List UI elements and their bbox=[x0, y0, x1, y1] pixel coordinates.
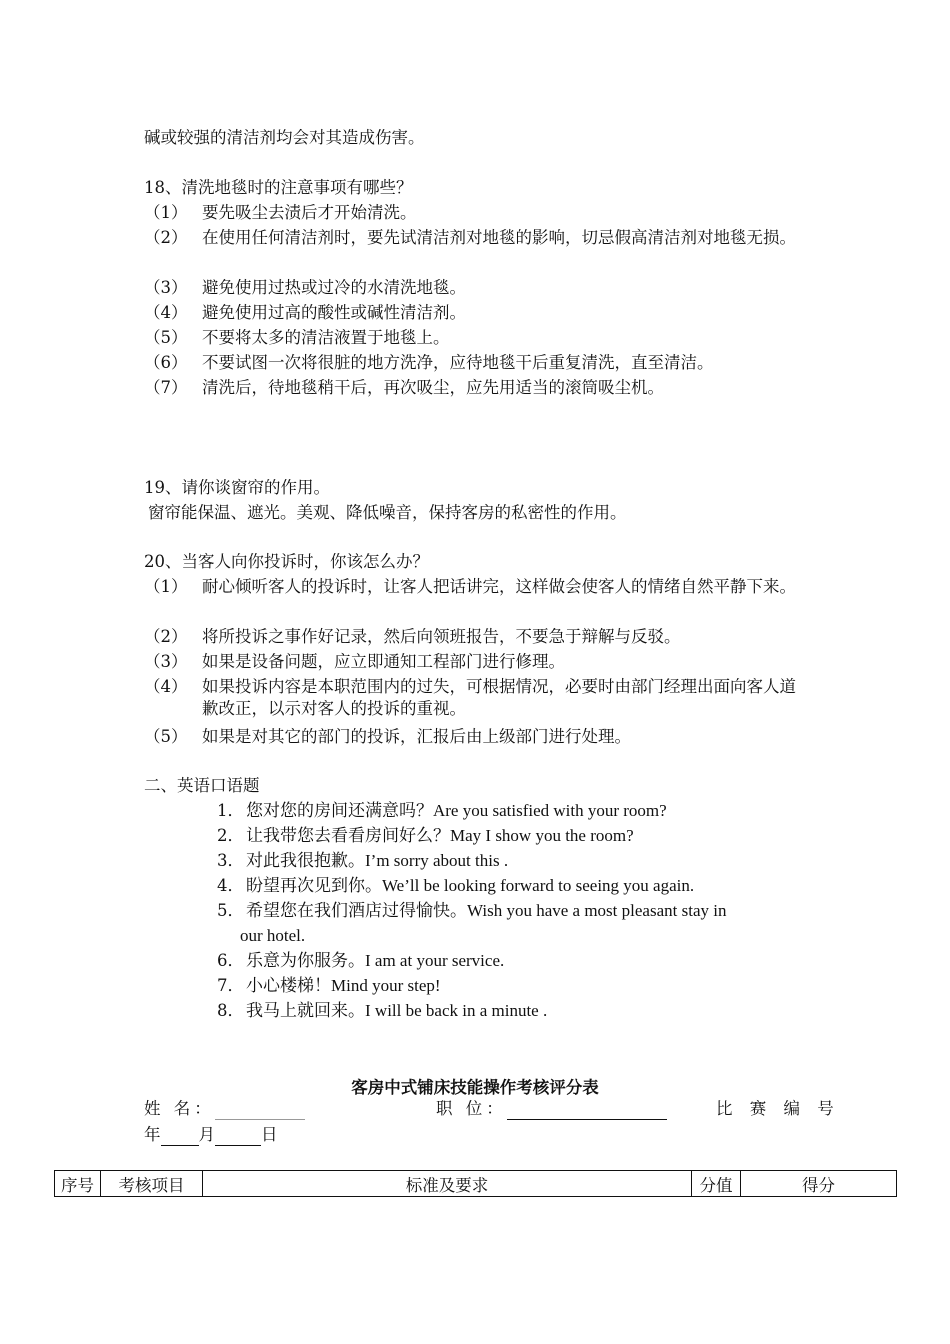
form-title: 客房中式铺床技能操作考核评分表 bbox=[351, 1078, 599, 1097]
item-text: 避免使用过热或过冷的水清洗地毯。 bbox=[202, 278, 466, 297]
item-text: 小心楼梯！Mind your step! bbox=[246, 976, 441, 995]
english-item bbox=[206, 873, 810, 898]
name-field bbox=[144, 1098, 305, 1120]
header-item: 考核项目 bbox=[101, 1171, 203, 1197]
item-text: 对此我很抱歉。I’m sorry about this . bbox=[246, 851, 509, 870]
english-item bbox=[206, 898, 810, 948]
item-number: 7． bbox=[217, 976, 244, 995]
item-number: 3． bbox=[217, 851, 244, 870]
match-number-field bbox=[716, 1098, 840, 1120]
month-label: 月 bbox=[198, 1125, 215, 1144]
year-label: 年 bbox=[144, 1125, 161, 1144]
header-standard: 标准及要求 bbox=[203, 1171, 692, 1197]
answer-19: 窗帘能保温、遮光。美观、降低噪音，保持客房的私密性的作用。 bbox=[148, 503, 627, 522]
item-text: 避免使用过高的酸性或碱性清洁剂。 bbox=[202, 303, 466, 322]
item-text: 如果投诉内容是本职范围内的过失，可根据情况，必要时由部门经理出面向客人道歉改正，以示对客人的投诉的重视。 bbox=[202, 677, 796, 718]
item-number: （6） bbox=[144, 353, 188, 372]
english-item bbox=[206, 973, 810, 998]
match-number-label: 比 赛 编 号 bbox=[716, 1099, 840, 1118]
item-number: 5． bbox=[217, 901, 244, 920]
item-text: 希望您在我们酒店过得愉快。Wish you have a most pleasant stay in bbox=[246, 901, 727, 920]
item-text: 盼望再次见到你。We’ll be looking forward to seeing you again. bbox=[246, 876, 695, 895]
item-text: 在使用任何清洁剂时，要先试清洁剂对地毯的影响，切忌假高清洁剂对地毯无损。 bbox=[202, 228, 796, 247]
item-number: （5） bbox=[144, 727, 188, 746]
item-text: 让我带您去看看房间好么？May I show you the room? bbox=[246, 826, 634, 845]
item-text-continued: our hotel. bbox=[240, 926, 306, 945]
english-item bbox=[206, 823, 810, 848]
score-table bbox=[54, 1170, 897, 1197]
item-text: 您对您的房间还满意吗？Are you satisfied with your room? bbox=[246, 801, 667, 820]
continuation-text: 碱或较强的清洁剂均会对其造成伤害。 bbox=[144, 128, 425, 147]
name-label: 姓 名： bbox=[144, 1099, 215, 1118]
position-label: 职 位： bbox=[436, 1099, 507, 1118]
item-number: 1． bbox=[217, 801, 244, 820]
item-number: （3） bbox=[144, 652, 188, 671]
item-number: （3） bbox=[144, 278, 188, 297]
item-number: （5） bbox=[144, 328, 188, 347]
header-serial: 序号 bbox=[55, 1171, 101, 1197]
header-score: 得分 bbox=[741, 1171, 897, 1197]
item-text: 不要试图一次将很脏的地方洗净，应待地毯干后重复清洗，直至清洁。 bbox=[202, 353, 714, 372]
position-field bbox=[436, 1098, 667, 1120]
header-points: 分值 bbox=[692, 1171, 741, 1197]
name-blank[interactable] bbox=[215, 1105, 305, 1120]
item-number: （1） bbox=[144, 577, 188, 596]
item-text: 如果是对其它的部门的投诉，汇报后由上级部门进行处理。 bbox=[202, 727, 631, 746]
english-item bbox=[206, 998, 810, 1023]
item-number: （2） bbox=[144, 228, 188, 247]
item-number: （4） bbox=[144, 303, 188, 322]
question-18: 18、清洗地毯时的注意事项有哪些？ bbox=[144, 178, 413, 197]
item-number: （4） bbox=[144, 677, 188, 696]
item-number: （1） bbox=[144, 203, 188, 222]
english-item bbox=[206, 948, 810, 973]
table-header-row bbox=[55, 1171, 897, 1197]
item-text: 耐心倾听客人的投诉时，让客人把话讲完，这样做会使客人的情绪自然平静下来。 bbox=[202, 577, 796, 596]
english-item bbox=[206, 848, 810, 873]
item-number: 8． bbox=[217, 1001, 244, 1020]
item-text: 不要将太多的清洁液置于地毯上。 bbox=[202, 328, 450, 347]
position-blank[interactable] bbox=[507, 1105, 667, 1120]
day-blank[interactable] bbox=[215, 1131, 261, 1146]
item-text: 将所投诉之事作好记录，然后向领班报告，不要急于辩解与反驳。 bbox=[202, 627, 681, 646]
item-number: 4． bbox=[217, 876, 244, 895]
item-number: 6． bbox=[217, 951, 244, 970]
question-20: 20、当客人向你投诉时，你该怎么办？ bbox=[144, 552, 429, 571]
item-text: 要先吸尘去渍后才开始清洗。 bbox=[202, 203, 417, 222]
day-label: 日 bbox=[261, 1125, 278, 1144]
month-blank[interactable] bbox=[161, 1131, 199, 1146]
item-number: （7） bbox=[144, 378, 188, 397]
english-item bbox=[206, 798, 810, 823]
item-text: 我马上就回来。I will be back in a minute . bbox=[246, 1001, 548, 1020]
english-heading: 二、英语口语题 bbox=[144, 776, 260, 795]
item-number: （2） bbox=[144, 627, 188, 646]
item-text: 如果是设备问题，应立即通知工程部门进行修理。 bbox=[202, 652, 565, 671]
item-number: 2． bbox=[217, 826, 244, 845]
date-field bbox=[144, 1124, 278, 1146]
question-19: 19、请你谈窗帘的作用。 bbox=[144, 478, 330, 497]
item-text: 清洗后，待地毯稍干后，再次吸尘，应先用适当的滚筒吸尘机。 bbox=[202, 378, 664, 397]
item-text: 乐意为你服务。I am at your service. bbox=[246, 951, 505, 970]
